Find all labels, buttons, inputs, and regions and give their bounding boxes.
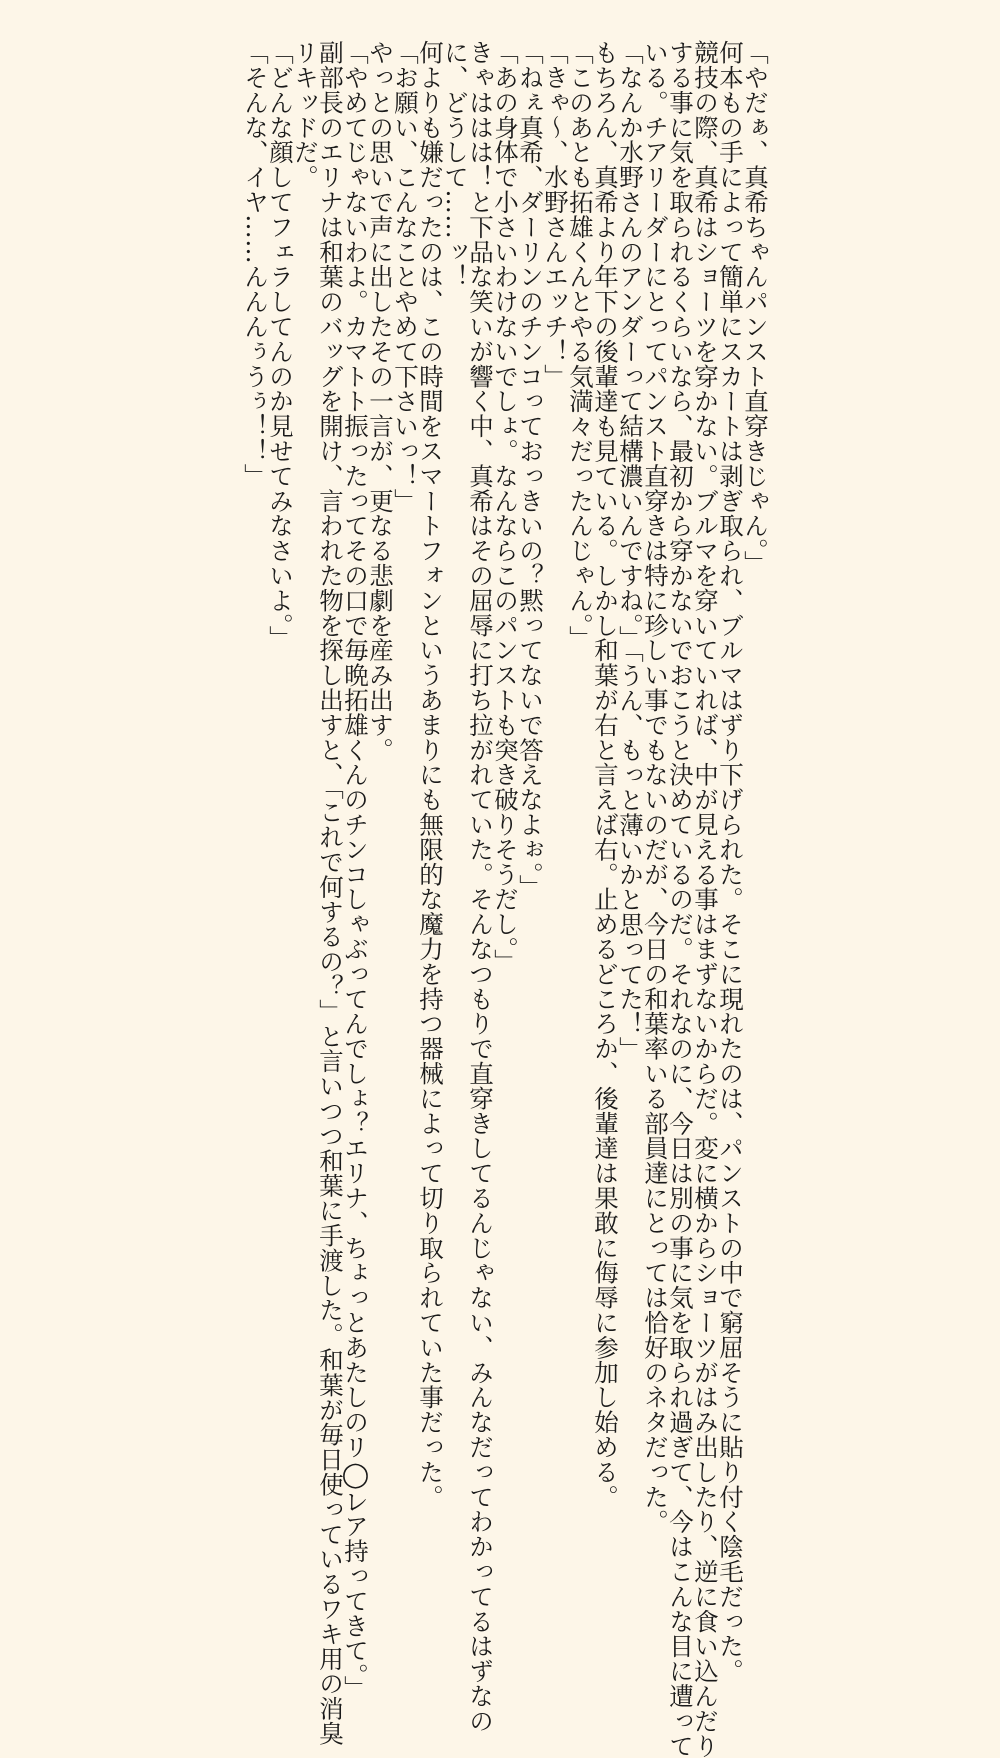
text-line: やっとの思いで声に出したその一言が、更なる悲劇を産み出す。 [366, 40, 395, 763]
text-line: リキッドだ。 [291, 40, 320, 190]
text-line: する事に気を取られるくらいなら、最初から穿かないでおこうと決めているのだ。それなのに、今日は別の事に気を取られ過ぎて、今はこんな目に遭って [666, 40, 695, 1758]
text-line: 副部長のエリナは和葉のバッグを開け、言われた物を探し出すと、「これで何するの？」と言いつつ和葉に手渡した。和葉が毎日使っているワキ用の消臭 [316, 40, 345, 1746]
text-line: 「そんな、イヤ……んんんぅうぅ！！」 [241, 40, 270, 489]
text-line: 「お願い、こんなことやめて下さいっ！」 [391, 40, 420, 514]
text-line: きゃははは！と下品な笑いが響く中、真希はその屈辱に打ち拉がれていた。そんなつもりで直穿きしてるんじゃない、みんなだってわかってるはずなの [466, 40, 495, 1734]
text-line: 「どんな顔してフェラしてんのか見せてみなさいよ。」 [266, 40, 295, 651]
vertical-text-body [241, 40, 770, 1758]
text-line: 「このあとも拓雄くんとやる気満々だったんじゃん。」 [566, 40, 595, 651]
text-line: 「きゃ～、水野さんエッチ！」 [541, 40, 570, 389]
text-line: 競技の際、真希はショーツを穿かない。ブルマを穿いていれば、中が見える事はまずないからだ。変に横からショーツがはみ出したり、逆に食い込んだり [691, 40, 720, 1758]
text-line: 「あの身体で小さいわけないでしょ。なんならこのパンストも突き破りそうだし。」 [491, 40, 520, 974]
text-line: 「ねぇ真希、ダーリンのチンコっておっきいの？黙ってないで答えなよぉ。」 [516, 40, 545, 900]
text-line: 「なんか水野さんのアンダーって結構濃いんですね。」「うん、もっと薄いかと思ってた！」 [616, 40, 645, 1062]
text-line: もちろん、真希より年下の後輩達も見ている。しかし和葉が右と言えば右。止めるどころか、後輩達は果敢に侮辱に参加し始める。 [591, 40, 620, 1510]
text-line: 「やだぁ、真希ちゃんパンスト直穿きじゃん。」 [741, 40, 770, 576]
text-line: 何本もの手によって簡単にスカートは剥ぎ取られ、ブルマはずり下げられた。そこに現れたのは、パンストの中で窮屈そうに貼り付く陰毛だった。 [716, 40, 745, 1684]
text-line: 何よりも嫌だったのは、この時間をスマートフォンというあまりにも無限的な魔力を持つ器械によって切り取られていた事だった。 [416, 40, 445, 1510]
text-line: に、どうして……ッ！ [441, 40, 470, 289]
text-line: いる。チアリーダーにとってパンスト直穿きは特に珍しい事でもないのだが、今日の和葉率いる部員達にとっては恰好のネタだった。 [641, 40, 670, 1534]
text-line: 「やめてじゃないわよ。カマトト振ったってその口で毎晩拓雄くんのチンコしゃぶってんでしょ？エリナ、ちょっとあたしのリ◯レア持ってきて。」 [341, 40, 370, 1701]
